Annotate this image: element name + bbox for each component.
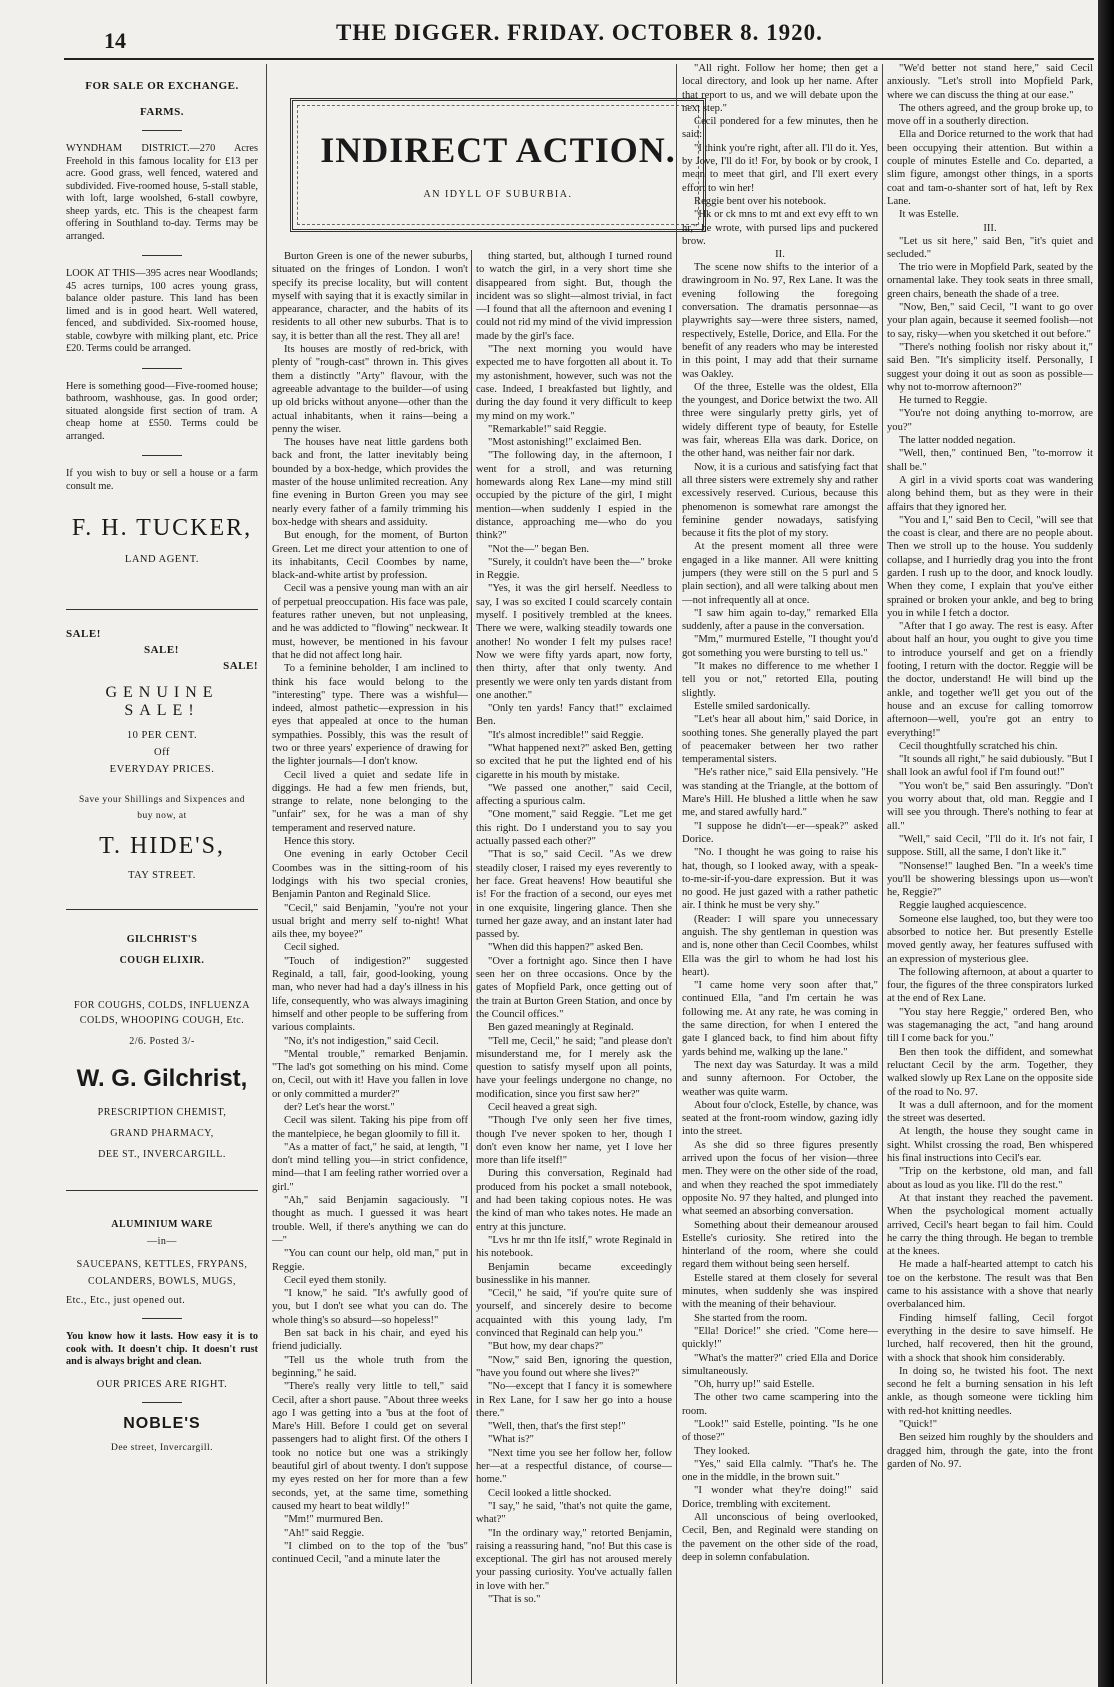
for-sale-heading: FOR SALE OR EXCHANGE.	[85, 80, 239, 92]
gilchrist-heading-1: GILCHRIST'S	[126, 934, 198, 945]
story-paragraph: "Yes," said Ella calmly. "That's he. The one in the middle, in the brown suit."	[682, 1458, 878, 1484]
wish-line: If you wish to buy or sell a house or a farm consult me.	[66, 468, 258, 492]
story-paragraph: III.	[983, 222, 997, 234]
section-rule	[66, 909, 258, 910]
story-paragraph: Cecil thoughtfully scratched his chin.	[899, 740, 1058, 752]
divider	[142, 455, 182, 456]
story-paragraph: "You and I," said Ben to Cecil, "will see that the coast is clear, and there are no people about. Then we stroll up to the house. You suddenly collapse, and I hurriedly drag you into the front garden. I rush up to the door, and knock loudly. When they come, I explain that you've either sprained or broken your ankle, and beg to bring you in while I fetch a doctor.	[887, 514, 1093, 619]
story-paragraph: "You're not doing anything to-morrow, are you?"	[887, 408, 1093, 433]
column-rule	[676, 64, 677, 1684]
story-paragraph: thing started, but, although I turned round to watch the girl, in a very short time she disappeared from sight. But, though the incident was so slight—almost trivial, in fact—I found that all the afternoon and evening I could not rid my mind of the vivid impression made by the girl's face.	[476, 251, 672, 342]
story-paragraph: At that instant they reached the pavement. When the psychological moment actually arrived, Cecil's heart began to fail him. Could he carry the thing through. He began to tremble at the knees.	[887, 1192, 1093, 1258]
story-heading-box	[290, 98, 706, 232]
story-paragraph: A girl in a vivid sports coat was wandering along behind them, but as they were in their affairs that they ignored her.	[887, 474, 1093, 513]
genuine-sale: GENUINE SALE!	[105, 684, 219, 719]
sale-text-3: SALE!	[223, 660, 258, 672]
hide-sale-ad	[66, 628, 258, 881]
page-edge-shadow	[1098, 0, 1114, 1687]
story-paragraph: "I came home very soon after that," continued Ella, "and I'm certain he was following me. At any rate, he was coming in the same direction, for when I entered the gate I glanced back, to find him about fifty yards behind me, walking up the lane."	[682, 980, 878, 1058]
story-paragraph: Ben sat back in his chair, and eyed his friend judicially.	[272, 1328, 468, 1353]
story-paragraph: "It's almost incredible!" said Reggie.	[488, 729, 644, 741]
story-paragraph: Ben seized him roughly by the shoulders and dragged him, through the gate, into the front garden of No. 97.	[887, 1432, 1093, 1470]
know-line: You know how it lasts. How easy it is to cook with. It doesn't chip. It doesn't rust and is always bright and clean.	[66, 1331, 258, 1367]
story-paragraph: About four o'clock, Estelle, by chance, was seated at the front-room window, gazing idly into the street.	[682, 1099, 878, 1138]
story-paragraph: "Trip on the kerbstone, old man, and fall about as loud as you like. I'll do the rest."	[887, 1166, 1093, 1191]
story-paragraph: "I say," he said, "that's not quite the game, what?"	[476, 1500, 672, 1526]
story-paragraph: "Well, then," continued Ben, "to-morrow it shall be."	[887, 448, 1093, 473]
farm-ad-2: LOOK AT THIS—395 acres near Woodlands; 45 acres turnips, 100 acres young grass, balance older pasture. This land has been limed and is in good heart. Well watered, fenced, and subdivided. Six-roomed house, stable, cowbyre with milking plant, etc. Price £20. Terms could be arranged.	[66, 268, 258, 354]
story-paragraph: "Remarkable!" said Reggie.	[488, 423, 607, 435]
story-paragraph: "Mm," murmured Estelle, "I thought you'd got something you were bursting to tell us."	[682, 634, 878, 659]
story-paragraph: "There's really very little to tell," said Cecil, after a short pause. "About three weeks ago I was getting into a 'bus at the foot of Mare's Hill. Before I could get on several passengers had to alight first. Of the others I took no notice but one was a strikingly beautiful girl of about twenty. I don't suppose my eyes rested on her for more than a few seconds, yet, at the same time, something caused my heart to beat wildly!"	[272, 1381, 468, 1512]
column-rule	[266, 64, 267, 1684]
story-paragraph: The others agreed, and the group broke up, to move off in a southerly direction.	[887, 102, 1093, 128]
story-paragraph: "When did this happen?" asked Ben.	[488, 942, 644, 954]
gilchrist-name: W. G. Gilchrist,	[76, 1065, 248, 1092]
story-paragraph: "After that I go away. The rest is easy. After about half an hour, you ought to give you time to introduce yourself and get on a friendly footing, I return with the doctor. Reggie will be the doctor, understand! He will bind up the ankle, and together we'll get you out of the house and an excuse for calling tomorrow afternoon—well, you're got an entry to everything!"	[887, 621, 1093, 739]
story-paragraph: "Most astonishing!" exclaimed Ben.	[488, 437, 642, 449]
story-paragraph: Cecil pondered for a few minutes, then he said:	[682, 116, 878, 141]
story-paragraph: der? Let's hear the worst."	[284, 1102, 395, 1113]
masthead-rule	[64, 58, 1094, 60]
story-column-2	[476, 250, 672, 1682]
story-paragraph: "No. I thought he was going to raise his hat, though, so I looked away, with a speak-to-me-sir-if-you-dare expression. But it was no good. He just gazed with a rather pathetic air. I think he must be very shy."	[682, 847, 878, 912]
save-line-1: Save your Shillings and Sixpences and	[79, 795, 245, 805]
story-paragraph: She started from the room.	[694, 1312, 808, 1324]
story-paragraph: Cecil heaved a great sigh.	[488, 1102, 598, 1113]
story-paragraph: "Well, then, that's the first step!"	[488, 1421, 626, 1433]
story-paragraph: "All right. Follow her home; then get a local directory, and look up her name. After that report to us, and we will debate upon the next step."	[682, 63, 878, 114]
story-paragraph: "Tell me, Cecil," he said; "and please don't misunderstand me, for I merely ask the question to satisfy myself upon all points, have your feelings undergone no change, no modification, since you first saw her?"	[476, 1035, 672, 1100]
story-paragraph: Finding himself falling, Cecil forgot everything in the desire to save himself. He lurched, half recovered, then hit the ground, with a shock that shook him considerably.	[887, 1312, 1093, 1364]
story-paragraph: The houses have neat little gardens both back and front, the latter inevitably being bounded by a box-hedge, which provides the master of the house unlimited recreation. Any fine evening in Burton Green you may see nearly every father of a family trimming his box-hedge with shears and assiduity.	[272, 437, 468, 528]
story-paragraph: It was Estelle.	[899, 209, 959, 221]
masthead-title: THE DIGGER. FRIDAY. OCTOBER 8. 1920.	[336, 20, 823, 45]
story-paragraph: "I climbed on to the top of the 'bus" continued Cecil, "and a minute later the	[272, 1540, 468, 1566]
story-paragraph: During this conversation, Reginald had produced from his pocket a small notebook, and had been taking copious notes. He was the kind of man who takes notes. He made an entry at this juncture.	[476, 1168, 672, 1233]
gilchrist-heading-2: COUGH ELIXIR.	[119, 955, 205, 966]
in-line: —in—	[147, 1236, 177, 1247]
story-paragraph: Cecil sighed.	[284, 942, 340, 954]
story-paragraph: "Oh, hurry up!" said Estelle.	[694, 1379, 815, 1391]
section-rule	[66, 1190, 258, 1191]
colanders-line: COLANDERS, BOWLS, MUGS,	[88, 1276, 236, 1287]
story-paragraph: "I wonder what they're doing!" said Dorice, trembling with excitement.	[682, 1485, 878, 1510]
story-paragraph: "You won't be," said Ben assuringly. "Don't you worry about that, old man. Reggie and I will see you through. There's nothing to fear at all."	[887, 780, 1093, 832]
etc-line: Etc., Etc., just opened out.	[66, 1295, 186, 1306]
masthead	[0, 0, 1114, 52]
story-paragraph: "Not the—" began Ben.	[488, 543, 590, 555]
story-title: INDIRECT ACTION.	[320, 130, 676, 170]
story-paragraph: "Mm!" murmured Ben.	[284, 1514, 383, 1526]
story-paragraph: "Surely, it couldn't have been the—" broke in Reggie.	[476, 556, 672, 582]
story-paragraph: "Only ten yards! Fancy that!" exclaimed Ben.	[476, 703, 672, 728]
hide-street: TAY STREET.	[128, 870, 196, 881]
story-paragraph: "We'd better not stand here," said Cecil anxiously. "Let's stroll into Mopfield Park, where we can discuss the thing at our ease."	[887, 63, 1093, 101]
tucker-role: LAND AGENT.	[124, 554, 200, 565]
story-paragraph: "That is so."	[488, 1593, 541, 1605]
story-paragraph: "No, it's not indigestion," said Cecil.	[284, 1035, 439, 1047]
story-paragraph: In doing so, he twisted his foot. The next second he felt a burning sensation in his left ankle, as though someone were tickling him with red-hot knitting needles.	[887, 1365, 1093, 1417]
divider	[142, 1318, 182, 1319]
story-paragraph: The scene now shifts to the interior of a drawingroom in No. 97, Rex Lane. It was the evening following the foregoing conversation. The dramatis personnae—as playwrights say—were three sisters, named, respectively, Estelle, Dorice, and Ella. For the benefit of any readers who may be interested in this point, I may add that their surname was Oakley.	[682, 262, 878, 380]
story-paragraph: "Now," said Ben, ignoring the question, "have you found out where she lives?"	[476, 1354, 672, 1379]
tucker-name: F. H. TUCKER,	[71, 515, 253, 541]
story-paragraph: "Ah!" said Reggie.	[284, 1527, 365, 1539]
pans-line: SAUCEPANS, KETTLES, FRYPANS,	[76, 1259, 248, 1270]
ads-column	[66, 64, 258, 1453]
story-paragraph: "Lvs hr mr thn lfe itslf," wrote Reginald in his notebook.	[476, 1234, 672, 1260]
story-paragraph: To a feminine beholder, I am inclined to think his face would belong to the "interesting" type. There was a wishful—indeed, almost pathetic—expression in his eyes that appealed at once to the human sympathies. Possibly, this was the result of two or three years' experience of drawing for the lighter journals—I don't know.	[272, 663, 468, 768]
percent-off: 10 PER CENT.	[126, 730, 198, 741]
story-paragraph: "We passed one another," said Cecil, affecting a spurious calm.	[476, 782, 672, 808]
story-paragraph: "What happened next?" asked Ben, getting so excited that he put the lighted end of his cigarette in his mouth by mistake.	[476, 742, 672, 781]
story-paragraph: One evening in early October Cecil Coombes was in the sitting-room of his lodgings with his two special cronies, Benjamin Panton and Reginald Slice.	[272, 849, 468, 901]
story-paragraph: "Next time you see her follow her, follow her—at a respectful distance, of course—home."	[476, 1447, 672, 1486]
story-paragraph: "Touch of indigestion?" suggested Reginald, a tall, fair, good-looking, young man, who never had had a day's illness in his life, consequently, who was always imagining himself and other people to be suffering from various complaints.	[272, 955, 468, 1034]
gilchrist-ad	[66, 934, 258, 1160]
story-paragraph: Reggie bent over his notebook.	[694, 195, 827, 207]
story-paragraph: "Let us sit here," said Ben, "it's quiet and secluded."	[887, 235, 1093, 260]
story-paragraph: "You stay here Reggie," ordered Ben, who was stagemanaging the act, "and hang around till I come back for you."	[887, 1006, 1093, 1045]
story-paragraph: They looked.	[694, 1445, 750, 1457]
story-paragraph: At length, the house they sought came in sight. Whilst crossing the road, Ben whispered his final instructions into Cecil's ear.	[887, 1126, 1093, 1165]
story-paragraph: "What's the matter?" cried Ella and Dorice simultaneously.	[682, 1352, 878, 1377]
story-paragraph: "Mental trouble," remarked Benjamin. "The lad's got something on his mind. Come on, Cecil, out with it! Have you fallen in love or only committed a murder?"	[272, 1048, 468, 1100]
story-paragraph: "But how, my dear chaps?"	[488, 1341, 604, 1353]
nobles-name: NOBLE'S	[123, 1414, 201, 1432]
divider	[142, 130, 182, 131]
story-subtitle: AN IDYLL OF SUBURBIA.	[423, 189, 573, 200]
story-paragraph: At the present moment all three were engaged in a like manner. All were knitting jumpers (they were still on the 5 purl and 5 plain section), and all were talking about men—not infrequently all at once.	[682, 541, 878, 606]
story-paragraph: "I think you're right, after all. I'll do it. Yes, by Jove, I'll do it! For, by book or by crook, I mean to meet that girl, and I'll exert every effort to win her!	[682, 142, 878, 194]
story-column-1	[272, 250, 468, 1682]
story-paragraph: "Quick!"	[899, 1418, 938, 1430]
story-paragraph: "Tell us the whole truth from the beginning," he said.	[272, 1354, 468, 1379]
story-paragraph: The trio were in Mopfield Park, seated by the ornamental lake. They took seats in three small, green chairs, beneath the shade of a tree.	[887, 262, 1093, 300]
story-paragraph: Now, it is a curious and satisfying fact that all three sisters were extremely shy and rather excessively reserved. Curious, because this phenomenon is somewhat rare amongst the feminine gender nowadays, satisfying because it fits the plot of my story.	[682, 461, 878, 540]
story-paragraph: "Cecil," said Benjamin, "you're not your usual bright and merry self to-night! What ails thee, my boyee?"	[272, 902, 468, 941]
story-paragraph: "That is so," said Cecil. "As we drew steadily closer, I raised my eyes reverently to her face. Great heavens! How beautiful she is! For the fraction of a second, our eyes met in one exquisite, lingering glance. Then she turned her gaze away, and an instant later had passed by.	[476, 849, 672, 941]
divider	[142, 368, 182, 369]
column-rule	[471, 250, 472, 1684]
story-paragraph: "No—except that I fancy it is somewhere in Rex Lane, for I saw her go into a house there."	[476, 1381, 672, 1419]
gilchrist-address: DEE ST., INVERCARGILL.	[98, 1149, 226, 1160]
story-paragraph: Burton Green is one of the newer suburbs, situated on the fringes of London. I won't specify its precise locality, but will content myself with saying that it is exactly similar in appearance, character, and the habits of its residents to all other new suburbs. That is to say, it is better than all the rest. They all are!	[272, 251, 468, 342]
farms-heading: FARMS.	[139, 106, 185, 118]
story-paragraph: Estelle smiled sardonically.	[694, 700, 811, 712]
save-line-2: buy now, at	[137, 811, 187, 821]
story-paragraph: "Yes, it was the girl herself. Needless to say, I was so excited I could scarcely contain myself. I positively trembled at the knees. There we were, walking steadily towards one another! No wonder I felt my pulses race! Now we were fifty yards apart, now forty, then thirty, after that only twenty. And presently we were only ten yards distant from one another."	[476, 583, 672, 701]
story-paragraph: "I saw him again to-day," remarked Ella suddenly, after a pause in the conversation.	[682, 607, 878, 633]
nobles-ad	[66, 1219, 258, 1453]
story-paragraph: Something about their demeanour aroused Estelle's curiosity. She retired into the hinterland of the room, where she could regard them without being seen herself.	[682, 1219, 878, 1271]
story-paragraph: Ben then took the diffident, and somewhat reluctant Cecil by the arm. Together, they walked slowly up Rex Lane on the opposite side of the road to No. 97.	[887, 1046, 1093, 1098]
story-paragraph: "It makes no difference to me whether I tell you or not," retorted Ella, pouting slightly.	[682, 661, 878, 699]
section-rule	[66, 609, 258, 610]
story-paragraph: Its houses are mostly of red-brick, with plenty of "rough-cast" thrown in. This gives them a distinctly "Arty" flavour, with the agreeable advantage to the builder—of using up old bricks without anyone—other than the actual inhabitants, when it rains—being a penny the wiser.	[272, 344, 468, 435]
story-paragraph: "You can count our help, old man," put in Reggie.	[272, 1248, 468, 1273]
farm-ad-1: WYNDHAM DISTRICT.—270 Acres Freehold in this famous locality for £13 per acre. Good grass, well fenced, watered and subdivided. Five-roomed house, 5-stall stable, with loft, large woolshed, 6-stall cowbyre, sheep yards, etc. This is the cheapest farm offering in Southland to-day. Terms may be arranged.	[66, 143, 258, 242]
story-paragraph: Estelle stared at them closely for several minutes, when suddenly she was inspired with the meaning of their behaviour.	[682, 1272, 878, 1311]
everyday-prices: EVERYDAY PRICES.	[109, 764, 215, 775]
story-paragraph: "Ella! Dorice!" she cried. "Come here—quickly!"	[682, 1325, 878, 1351]
story-paragraph: "Now, Ben," said Cecil, "I want to go over your plan again, because it seemed foolish—not to say, risky—when you sketched it out before."	[887, 302, 1093, 340]
story-paragraph: (Reader: I will spare you unnecessary anguish. The shy gentleman in question was and is, none other than Cecil Coombes, whilst Ella was the girl to whom he had lost his heart).	[682, 913, 878, 978]
story-paragraph: "Well," said Cecil, "I'll do it. It's not fair, I suppose. Still, all the same, I don't like it."	[887, 833, 1093, 859]
coughs-line-1: FOR COUGHS, COLDS, INFLUENZA	[74, 1000, 250, 1011]
hide-name: T. HIDE'S,	[99, 833, 225, 859]
story-paragraph: Ella and Dorice returned to the work that had been occupying their attention. But within a couple of minutes Estelle and Co. departed, a slim figure, amongst other things, in a sports coat and tam-o-shanter sort of hat, left by Rex Lane.	[887, 129, 1093, 207]
sale-text-1: SALE!	[66, 628, 101, 640]
for-sale-ad	[66, 80, 258, 565]
story-paragraph: He turned to Reggie.	[899, 395, 988, 407]
story-paragraph: "Look!" said Estelle, pointing. "Is he one of those?"	[682, 1418, 878, 1444]
story-paragraph: "Though I've only seen her five times, though I've never spoken to her, though I don't even know her name, yet I love her more than life itself!"	[476, 1115, 672, 1167]
story-paragraph: But enough, for the moment, of Burton Green. Let me direct your attention to one of its inhabitants, Cecil Coombes by name, black-and-white artist by profession.	[272, 530, 468, 582]
story-paragraph: Hence this story.	[284, 836, 355, 848]
sale-text-2: SALE!	[144, 644, 179, 656]
story-paragraph: "He's rather nice," said Ella pensively. "He was standing at the Triangle, at the bottom of Mare's Hill. He blushed a little when he saw me, and stared awfully hard."	[682, 767, 878, 819]
divider	[142, 255, 182, 256]
story-paragraph: "Ah," said Benjamin sagaciously. "I thought as much. I guessed it was heart trouble. Well, if there's anything we can do—"	[272, 1195, 468, 1246]
story-paragraph: Reggie laughed acquiescence.	[899, 900, 1027, 912]
story-paragraph: Cecil eyed them stonily.	[284, 1274, 387, 1286]
chemist-line: PRESCRIPTION CHEMIST,	[97, 1107, 227, 1118]
off-text: Off	[154, 747, 170, 758]
coughs-price: 2/6. Posted 3/-	[129, 1036, 195, 1047]
story-paragraph: "In the ordinary way," retorted Benjamin, raising a reassuring hand, "no! But this case is exceptional. The girl has not aroused merely your passing curiosity. You've actually fallen in love with her."	[476, 1527, 672, 1592]
story-paragraph: Of the three, Estelle was the oldest, Ella the youngest, and Dorice betwixt the two. All three were singularly pretty girls, yet of widely different type of beauty, for Estelle was fair, whereas Ella was dark. Dorice, on the other hand, was neither fair nor dark.	[682, 381, 878, 460]
story-paragraph: Cecil lived a quiet and sedate life in diggings. He had a few men friends, but, strange to relate, none belonging to the "unfair" sex, for he was a man of shy temperament and reserved nature.	[272, 769, 468, 834]
story-paragraph: "Nonsense!" laughed Ben. "In a week's time you'll be showering blessings upon us—won't he, Reggie?"	[887, 860, 1093, 899]
story-paragraph: Cecil was a pensive young man with an air of perpetual preoccupation. His face was pale, features rather uneven, but not unpleasing, and he was addicted to "flowing" neckwear. It must, however, be mentioned in his favour that he did not affect long hair.	[272, 583, 468, 661]
story-paragraph: "As a matter of fact," he said, at length, "I don't mind telling you—in strict confidence, mind—that I am feeling rather worried over a girl."	[272, 1141, 468, 1193]
story-paragraph: "There's nothing foolish nor risky about it," said Ben. "It's simplicity itself. Personally, I suggest your doing it out as soon as possible—why not to-morrow afternoon?"	[887, 341, 1093, 393]
story-paragraph: All unconscious of being overlooked, Cecil, Ben, and Reginald were standing on the pavement on the other side of the road, deep in solemn confabulation.	[682, 1512, 878, 1563]
aluminium-heading: ALUMINIUM WARE	[111, 1219, 213, 1230]
story-paragraph: Ben gazed meaningly at Reginald.	[488, 1022, 634, 1034]
story-paragraph: "The next morning you would have expected me to have forgotten all about it. To my astonishment, however, such was not the case. Indeed, I breakfasted but lightly, and during the day found it very difficult to keep my mind on my work."	[476, 344, 672, 422]
story-paragraph: Cecil was silent. Taking his pipe from off the mantelpiece, he began gloomily to fill it.	[272, 1115, 468, 1140]
story-paragraph: "Over a fortnight ago. Since then I have seen her on three occasions. Once by the gates of Mopfield Park, once getting out of the train at Burton Green Station, and once by the Council offices."	[476, 955, 672, 1020]
column-rule	[882, 64, 883, 1684]
story-paragraph: It was a dull afternoon, and for the moment the street was deserted.	[887, 1099, 1093, 1125]
farm-ad-3: Here is something good—Five-roomed house; bathroom, washhouse, gas. In good order; situated alongside first section of tram. A cheap home at £550. Terms could be arranged.	[66, 380, 258, 442]
coughs-line-2: COLDS, WHOOPING COUGH, Etc.	[79, 1015, 245, 1026]
story-paragraph: "What is?"	[488, 1434, 535, 1446]
story-paragraph: "The following day, in the afternoon, I went for a stroll, and was returning homewards along Rex Lane—my mind still occupied by the picture of the girl, I might mention—when suddenly I espied in the distance, approaching me—who do you think?"	[476, 450, 672, 542]
story-paragraph: Cecil looked a little shocked.	[488, 1487, 612, 1499]
divider	[142, 1402, 182, 1403]
story-paragraph: Benjamin became exceedingly businesslike in his manner.	[476, 1261, 672, 1286]
story-paragraph: Someone else laughed, too, but they were too absorbed to notice her. But presently Estelle moved gently away, her features suffused with an expression of mysterious glee.	[887, 913, 1093, 965]
story-paragraph: The next day was Saturday. It was a mild and sunny afternoon. For October, the weather was quite warm.	[682, 1059, 878, 1098]
pharmacy-line: GRAND PHARMACY,	[110, 1128, 214, 1139]
story-paragraph: "I suppose he didn't—er—speak?" asked Dorice.	[682, 820, 878, 845]
story-paragraph: The following afternoon, at about a quarter to four, the figures of the three conspirators lurked at the end of Rex Lane.	[887, 966, 1093, 1005]
our-prices: OUR PRICES ARE RIGHT.	[96, 1378, 228, 1390]
story-paragraph: "Cecil," he said, "if you're quite sure of yourself, and sincerely desire to become acquainted with this young lady, I'm convinced that Reginald can help you."	[476, 1288, 672, 1340]
story-paragraph: II.	[775, 249, 785, 261]
story-column-4	[887, 62, 1093, 1682]
story-paragraph: The latter nodded negation.	[899, 435, 1016, 447]
story-paragraph: As she did so three figures presently arrived upon the focus of her vision—three men. They were on the other side of the road, and when they reached the spot immediately opposite No. 97 they halted, and plunged into what seemed an absorbing conversation.	[682, 1139, 878, 1218]
story-paragraph: "It sounds all right," he said dubiously. "But I shall look an awful fool if I'm found out!"	[887, 754, 1093, 779]
story-paragraph: "Hk or ck mns to mt and ext evy efft to wn hr," he wrote, with pursed lips and puckered brow.	[682, 209, 878, 247]
story-paragraph: "I know," he said. "It's awfully good of you, but I don't see what you can do. The whole thing's so absurd—so hopeless!"	[272, 1288, 468, 1326]
story-paragraph: He made a half-hearted attempt to catch his toe on the kerbstone. The result was that Ben came to his assistance with a shove that nearly overbalanced him.	[887, 1259, 1093, 1311]
story-paragraph: The other two came scampering into the room.	[682, 1392, 878, 1417]
story-paragraph: "One moment," said Reggie. "Let me get this right. Do I understand you to say you actually passed each other?"	[476, 809, 672, 848]
story-paragraph: "Let's hear all about him," said Dorice, in soothing tones. She generally played the part of peacemaker between her two rather temperamental sisters.	[682, 714, 878, 766]
nobles-address: Dee street, Invercargill.	[110, 1442, 213, 1453]
story-column-3	[682, 62, 878, 1682]
page-number: 14	[104, 28, 126, 53]
